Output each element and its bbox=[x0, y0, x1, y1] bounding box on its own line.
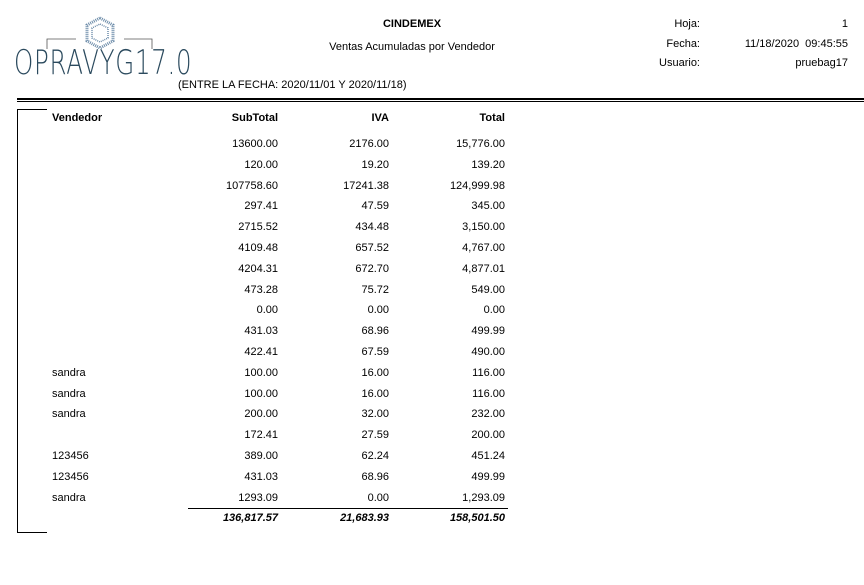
table-row bbox=[0, 367, 520, 387]
table-header bbox=[0, 112, 520, 132]
col-total: Total bbox=[479, 112, 505, 124]
total-iva: 21,683.93 bbox=[340, 512, 389, 524]
cell-subtotal: 200.00 bbox=[244, 408, 278, 421]
cell-vendedor: sandra bbox=[52, 491, 86, 504]
cell-subtotal: 297.41 bbox=[244, 200, 278, 213]
table-row bbox=[0, 138, 520, 158]
cell-iva: 67.59 bbox=[361, 346, 389, 358]
table-row bbox=[0, 346, 520, 366]
cell-total: 345.00 bbox=[471, 200, 505, 213]
cell-total: 116.00 bbox=[472, 366, 505, 379]
table-row bbox=[0, 284, 520, 304]
cell-iva: 16.00 bbox=[361, 387, 389, 400]
fecha-value: 11/18/2020 09:45:55 bbox=[744, 38, 848, 50]
table-row bbox=[0, 263, 520, 283]
cell-subtotal: 473.28 bbox=[244, 283, 278, 296]
cell-total: 549.00 bbox=[471, 283, 505, 296]
cell-vendedor: 123456 bbox=[52, 450, 89, 462]
cell-iva: 672.70 bbox=[355, 262, 389, 275]
cell-total: 3,150.00 bbox=[462, 221, 505, 234]
cell-iva: 17241.38 bbox=[343, 179, 389, 192]
cell-iva: 68.96 bbox=[361, 470, 389, 483]
cell-subtotal: 422.41 bbox=[244, 346, 278, 358]
cell-vendedor: sandra bbox=[52, 408, 86, 421]
usuario-label: Usuario: bbox=[659, 57, 700, 69]
total-total: 158,501.50 bbox=[449, 512, 505, 524]
cell-total: 4,767.00 bbox=[462, 242, 505, 254]
cell-iva: 47.59 bbox=[361, 200, 389, 213]
table-row bbox=[0, 471, 520, 491]
cell-iva: 68.96 bbox=[361, 325, 389, 338]
cell-vendedor: sandra bbox=[52, 366, 86, 379]
cell-total: 499.99 bbox=[471, 325, 505, 338]
table-row bbox=[0, 388, 520, 408]
cell-subtotal: 4109.48 bbox=[238, 242, 278, 254]
col-vendedor: Vendedor bbox=[52, 112, 103, 124]
totals-row bbox=[0, 512, 520, 532]
cell-subtotal: 431.03 bbox=[244, 470, 278, 483]
date-range: (ENTRE LA FECHA: 2020/11/01 Y 2020/11/18) bbox=[178, 79, 407, 91]
table-row bbox=[0, 325, 520, 345]
fecha-label: Fecha: bbox=[666, 38, 700, 50]
cell-total: 499.99 bbox=[471, 470, 505, 483]
cell-vendedor: sandra bbox=[52, 387, 86, 400]
cell-total: 124,999.98 bbox=[449, 179, 505, 192]
logo-text: OPRAVYG17.0 bbox=[14, 43, 193, 83]
table-row bbox=[0, 450, 520, 470]
cell-vendedor: 123456 bbox=[52, 470, 89, 483]
usuario-value: pruebag17 bbox=[795, 57, 848, 69]
cell-iva: 0.00 bbox=[367, 491, 389, 504]
table-row bbox=[0, 408, 520, 428]
cell-total: 15,776.00 bbox=[456, 138, 505, 150]
cell-subtotal: 120.00 bbox=[244, 158, 278, 171]
report-title: Ventas Acumuladas por Vendedor bbox=[329, 41, 495, 53]
cell-subtotal: 100.00 bbox=[244, 387, 278, 400]
hoja-value: 1 bbox=[841, 18, 848, 30]
cell-iva: 19.20 bbox=[361, 158, 389, 171]
cell-total: 4,877.01 bbox=[462, 262, 505, 275]
table-row bbox=[0, 200, 520, 220]
table-row bbox=[0, 180, 520, 200]
header-divider bbox=[17, 98, 864, 102]
cell-subtotal: 1293.09 bbox=[238, 491, 278, 504]
table-row bbox=[0, 429, 520, 449]
table-row bbox=[0, 159, 520, 179]
cell-total: 139.20 bbox=[471, 158, 505, 171]
col-iva: IVA bbox=[371, 112, 389, 124]
cell-subtotal: 431.03 bbox=[244, 325, 278, 338]
cell-total: 451.24 bbox=[471, 450, 505, 462]
table-row bbox=[0, 221, 520, 241]
cell-iva: 0.00 bbox=[367, 304, 389, 317]
cell-total: 116.00 bbox=[472, 387, 505, 400]
cell-iva: 16.00 bbox=[361, 366, 389, 379]
cell-iva: 32.00 bbox=[361, 408, 389, 421]
total-subtotal: 136,817.57 bbox=[222, 512, 278, 524]
cell-total: 200.00 bbox=[471, 429, 505, 442]
cell-subtotal: 389.00 bbox=[244, 450, 278, 462]
cell-subtotal: 13600.00 bbox=[232, 138, 278, 150]
cell-iva: 62.24 bbox=[361, 450, 389, 462]
cell-iva: 434.48 bbox=[355, 221, 389, 234]
cell-subtotal: 172.41 bbox=[244, 429, 278, 442]
cell-subtotal: 4204.31 bbox=[238, 262, 278, 275]
cell-iva: 27.59 bbox=[361, 429, 389, 442]
cell-subtotal: 2715.52 bbox=[238, 221, 278, 234]
cell-iva: 2176.00 bbox=[349, 138, 389, 150]
totals-divider bbox=[188, 508, 508, 509]
cell-total: 1,293.09 bbox=[462, 491, 505, 504]
cell-iva: 75.72 bbox=[361, 283, 389, 296]
cell-subtotal: 100.00 bbox=[244, 366, 278, 379]
cell-subtotal: 0.00 bbox=[256, 304, 278, 317]
table-row bbox=[0, 304, 520, 324]
cell-total: 232.00 bbox=[471, 408, 505, 421]
col-subtotal: SubTotal bbox=[231, 112, 278, 124]
table-row bbox=[0, 242, 520, 262]
hoja-label: Hoja: bbox=[674, 18, 700, 30]
company-name: CINDEMEX bbox=[382, 18, 442, 30]
cell-total: 490.00 bbox=[471, 346, 505, 358]
cell-total: 0.00 bbox=[483, 304, 505, 317]
cell-subtotal: 107758.60 bbox=[226, 179, 278, 192]
cell-iva: 657.52 bbox=[355, 242, 389, 254]
